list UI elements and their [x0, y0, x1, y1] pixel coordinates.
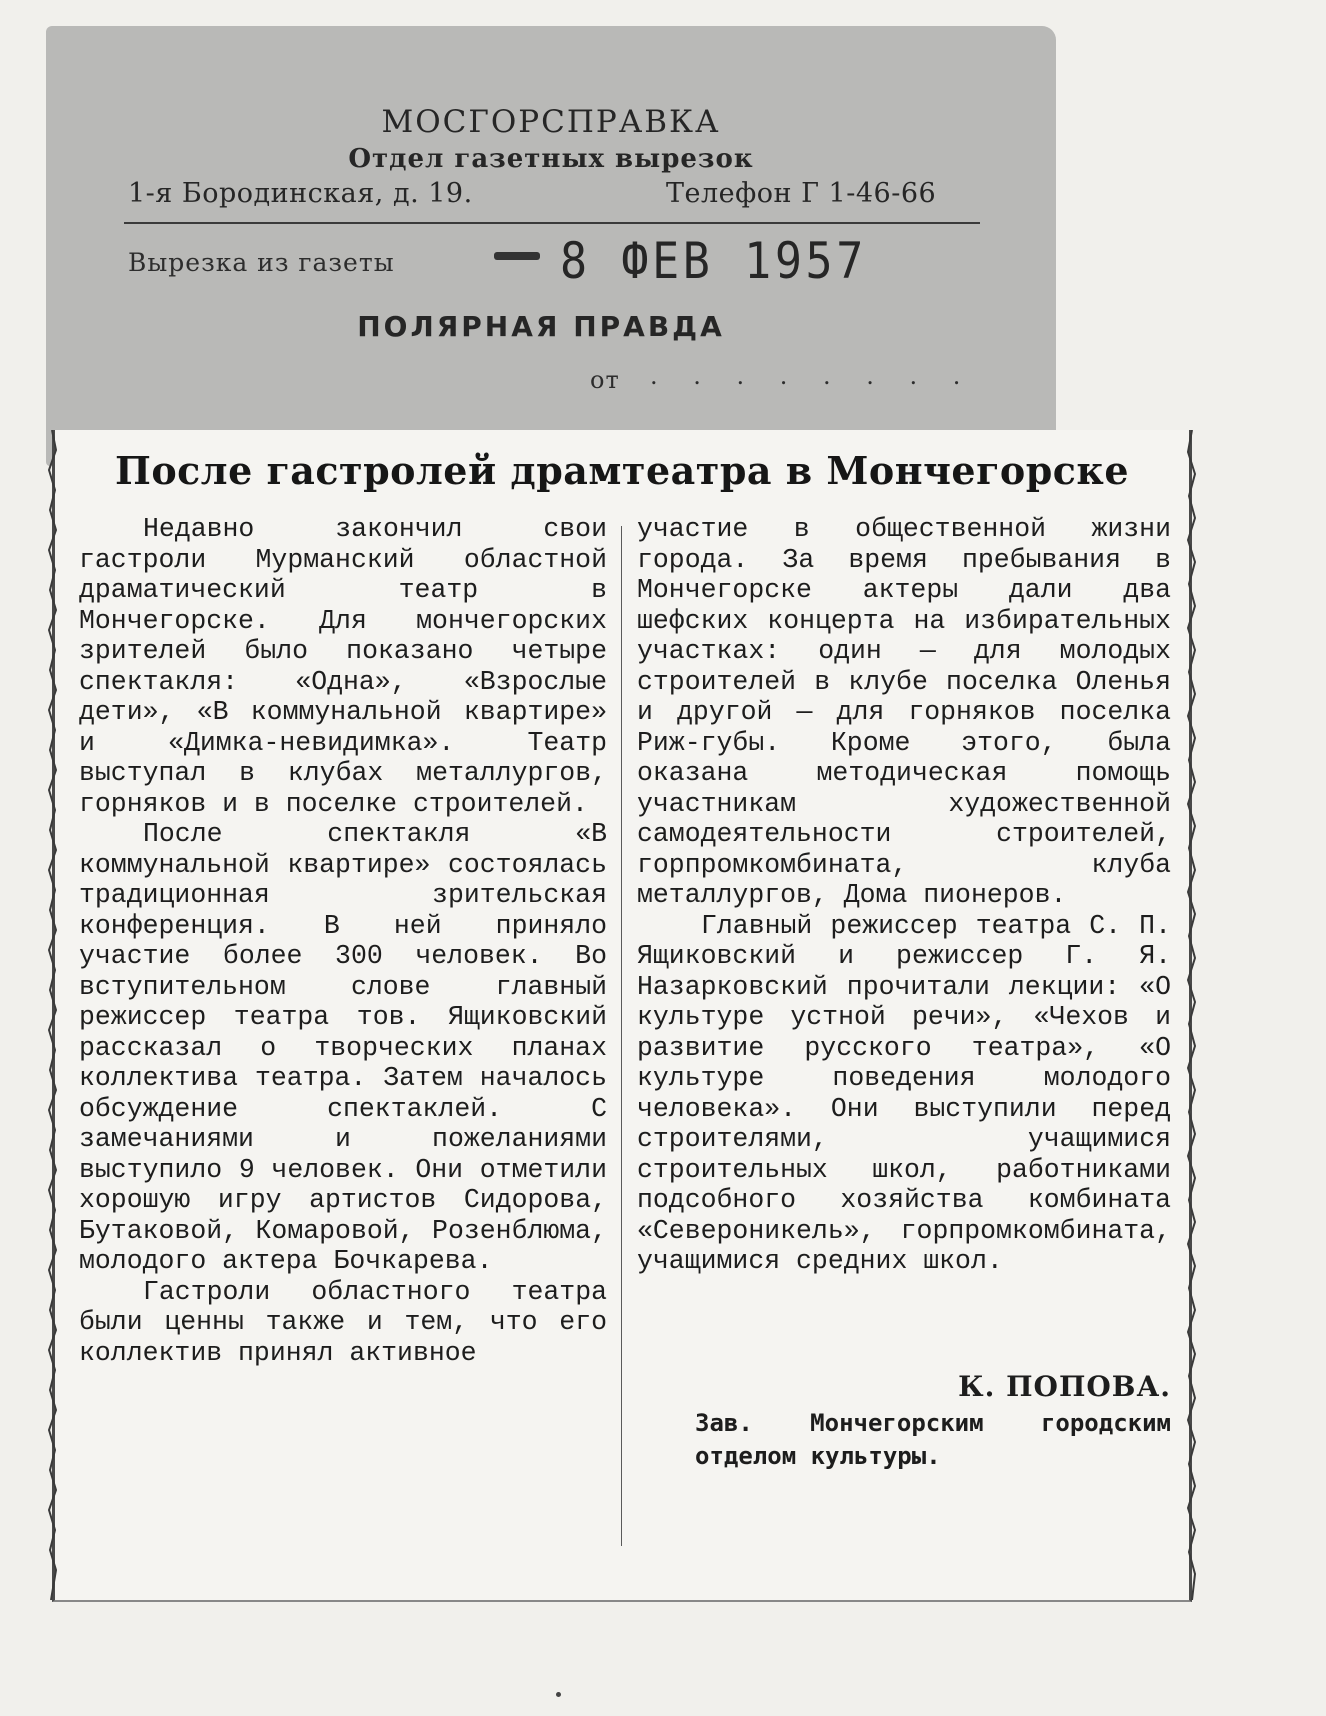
article-column-right	[637, 514, 1171, 1277]
paragraph: После спектакля «В коммунальной квартире» состоялась традиционная зрительская конференция. В ней приняло участие более 300 человек. Во вступительном слове главный режиссер театра тов. Ящиковский рассказал о творческих планах коллектива театра. Затем началось обсуждение спектаклей. С замечаниями и пожеланиями выступило 9 человек. Они отметили хорошую игру артистов Сидорова, Бутаковой, Комаровой, Розенблюма, молодого актера Бочкарева.	[79, 819, 607, 1276]
clipping-bureau-slip	[46, 26, 1056, 466]
from-label: от	[590, 366, 620, 394]
bureau-phone: Телефон Г 1-46-66	[666, 178, 937, 209]
bureau-department: Отдел газетных вырезок	[348, 144, 754, 174]
column-divider	[621, 526, 622, 1546]
article-column-left	[79, 514, 607, 1368]
slip-divider	[124, 222, 980, 224]
paragraph: Гастроли областного театра были ценны также и тем, что его коллектив принял активное	[79, 1276, 607, 1368]
newspaper-clipping	[52, 430, 1192, 1602]
author-name: К. ПОПОВА.	[958, 1370, 1171, 1403]
clipping-from-label: Вырезка из газеты	[128, 248, 395, 277]
page-speck	[556, 1692, 561, 1697]
bureau-address: 1-я Бородинская, д. 19.	[128, 178, 473, 209]
torn-edge-right	[1187, 430, 1197, 1600]
paragraph: Недавно закончил свои гастроли Мурманский областной драматический театр в Мончегорске. Для мончегорских зрителей было показано четыре спектакля: «Одна», «Взрослые дети», «В коммунальной квартире» и «Димка-невидимка». Театр выступал в клубах металлургов, горняков и в поселке строителей.	[79, 514, 607, 819]
from-date-blank: . . . . . . . .	[650, 362, 975, 390]
paragraph: участие в общественной жизни города. За время пребывания в Мончегорске актеры дали два шефских концерта на избирательных участках: один — для молодых строителей в клубе поселка Оленья и другой — для горняков поселка Риж-губы. Кроме этого, была оказана методическая помощь участникам художественной самодеятельности строителей, горпромкомбината, клуба металлургов, Дома пионеров.	[637, 514, 1171, 910]
date-stamp-mark	[494, 252, 540, 260]
paragraph: Главный режиссер театра С. П. Ящиковский и режиссер Г. Я. Назарковский прочитали лекции: «О культуре устной речи», «Чехов и развитие русского театра», «О культуре поведения молодого человека». Они выступили перед строителями, учащимися строительных школ, работниками подсобного хозяйства комбината «Североникель», горпромкомбината, учащимися средних школ.	[637, 910, 1171, 1276]
article-headline: После гастролей драмтеатра в Мончегорске	[114, 448, 1130, 493]
torn-edge-left	[47, 430, 57, 1600]
author-title: Зав. Мончегорским городским отделом культуры.	[695, 1409, 1171, 1470]
bureau-name: МОСГОРСПРАВКА	[381, 104, 721, 140]
newspaper-name-stamp: ПОЛЯРНАЯ ПРАВДА	[357, 310, 725, 343]
date-stamp: 8 ФЕВ 1957	[560, 232, 867, 290]
article-signature	[695, 1370, 1171, 1473]
